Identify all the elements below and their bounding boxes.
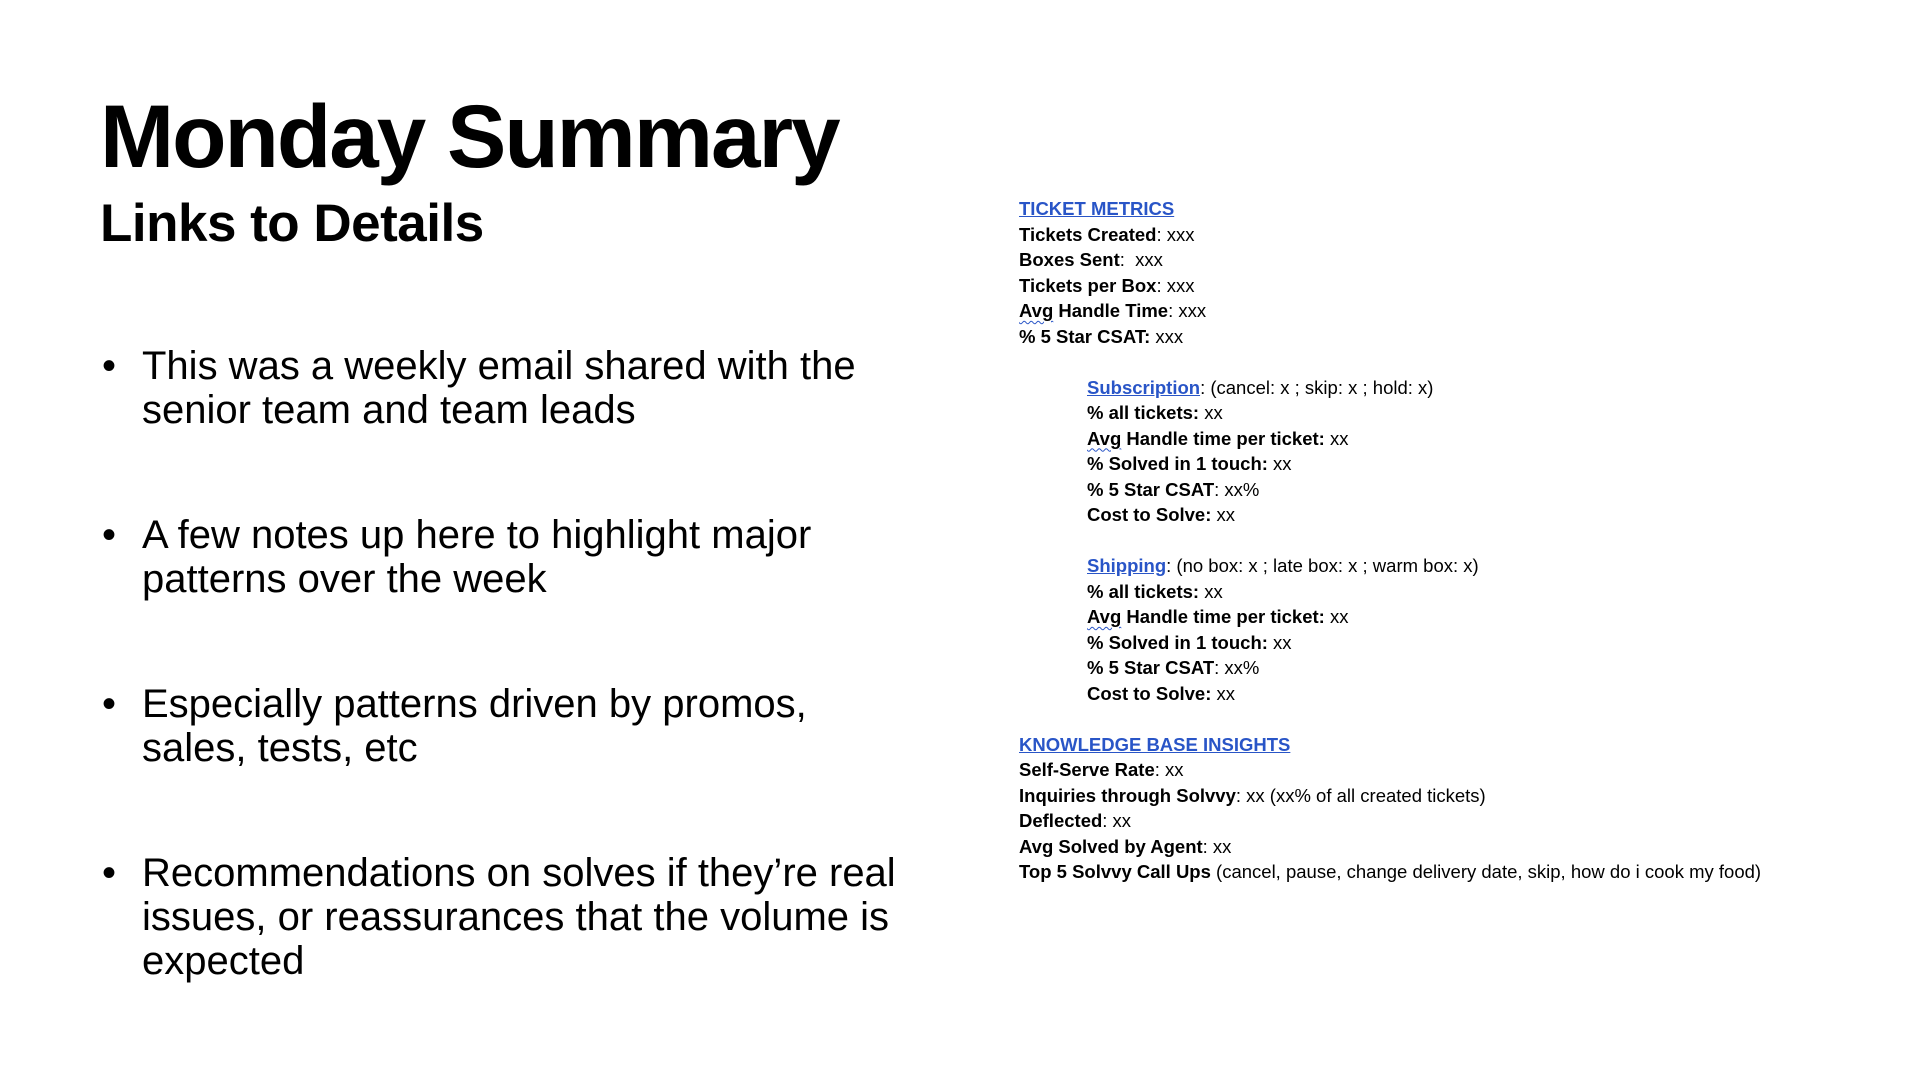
- subscription-detail: : (cancel: x ; skip: x ; hold: x): [1200, 376, 1434, 398]
- metric-value: (cancel, pause, change delivery date, skip, how do i cook my food): [1210, 861, 1762, 882]
- metric-value: : xxx: [1119, 249, 1163, 270]
- shipping-link[interactable]: Shipping: [1087, 555, 1167, 576]
- bullet-item: • This was a weekly email shared with the senior team and team leads: [100, 344, 900, 432]
- metric-label: % all tickets:: [1087, 580, 1200, 602]
- metric-row: [1019, 859, 1899, 885]
- metric-value: : xxx: [1156, 223, 1195, 245]
- metric-row: [1019, 502, 1899, 528]
- metric-value: : xx (xx% of all created tickets): [1235, 784, 1486, 806]
- metric-row: [1019, 324, 1899, 350]
- metric-value: : xx: [1202, 835, 1232, 857]
- metric-row: [1019, 298, 1899, 324]
- metric-value: xx: [1324, 427, 1349, 449]
- bullet-item: • Recommendations on solves if they’re real issues, or reassurances that the volume is expected: [100, 851, 900, 983]
- metric-row: [1019, 451, 1899, 477]
- metric-label: Boxes Sent: [1019, 249, 1120, 270]
- metric-row: [1019, 783, 1899, 809]
- metric-label: % 5 Star CSAT: [1087, 478, 1215, 500]
- metric-row: [1019, 655, 1899, 681]
- metric-row: [1019, 630, 1899, 656]
- metric-label: Handle time per ticket:: [1121, 427, 1325, 449]
- metric-label: Cost to Solve:: [1087, 682, 1212, 704]
- metric-value: xx: [1267, 453, 1292, 474]
- metrics-report: [1019, 196, 1899, 885]
- subscription-link[interactable]: Subscription: [1087, 376, 1201, 398]
- metric-value: : xx%: [1214, 478, 1260, 500]
- metric-row: [1019, 808, 1899, 834]
- metric-value: xx: [1211, 504, 1236, 525]
- bullet-item: • Especially patterns driven by promos, sales, tests, etc: [100, 682, 900, 770]
- metric-label: Avg: [1019, 300, 1054, 321]
- metric-value: xx: [1199, 402, 1223, 423]
- metric-value: : xxx: [1168, 300, 1207, 321]
- metric-label: Inquiries through Solvvy: [1019, 784, 1236, 806]
- metric-row: [1019, 757, 1899, 783]
- metric-label: Avg: [1087, 427, 1122, 449]
- metric-label: % Solved in 1 touch:: [1087, 631, 1268, 653]
- metric-row: [1019, 273, 1899, 299]
- metric-label: Tickets Created: [1019, 223, 1157, 245]
- metric-value: xx: [1199, 580, 1223, 602]
- metric-label: % all tickets:: [1087, 402, 1200, 423]
- metric-label: Avg: [1087, 606, 1122, 627]
- metric-label: Cost to Solve:: [1087, 504, 1212, 525]
- slide-title: Monday Summary: [100, 86, 839, 186]
- metric-value: xxx: [1150, 325, 1184, 347]
- knowledge-base-link[interactable]: KNOWLEDGE BASE INSIGHTS: [1019, 733, 1291, 755]
- metric-value: : xx: [1102, 810, 1132, 831]
- metric-row: [1019, 426, 1899, 452]
- shipping-detail: : (no box: x ; late box: x ; warm box: x): [1166, 555, 1479, 576]
- metric-row: [1019, 477, 1899, 503]
- metric-label: % Solved in 1 touch:: [1087, 453, 1268, 474]
- metric-row: [1019, 579, 1899, 605]
- metric-label: Self-Serve Rate: [1019, 759, 1155, 780]
- metric-value: xx: [1211, 682, 1236, 704]
- metric-row: [1019, 400, 1899, 426]
- bullet-item: • A few notes up here to highlight major patterns over the week: [100, 513, 900, 601]
- metric-row: [1019, 681, 1899, 707]
- metric-label: % 5 Star CSAT:: [1019, 325, 1151, 347]
- metric-value: : xx%: [1214, 657, 1260, 678]
- metric-row: [1019, 247, 1899, 273]
- metric-row: [1019, 222, 1899, 248]
- metric-label: Tickets per Box: [1019, 274, 1157, 296]
- metric-label: % 5 Star CSAT: [1087, 657, 1215, 678]
- metric-label: Handle Time: [1053, 300, 1169, 321]
- metric-value: : xxx: [1156, 274, 1195, 296]
- metric-label: Handle time per ticket:: [1121, 606, 1325, 627]
- metric-row: [1019, 604, 1899, 630]
- metric-label: Top 5 Solvvy Call Ups: [1019, 861, 1211, 882]
- ticket-metrics-link[interactable]: TICKET METRICS: [1019, 198, 1175, 219]
- metric-value: : xx: [1154, 759, 1184, 780]
- metric-row: [1019, 834, 1899, 860]
- metric-value: xx: [1324, 606, 1349, 627]
- bullet-list: [100, 344, 900, 1064]
- metric-label: Avg Solved by Agent: [1019, 835, 1203, 857]
- metric-value: xx: [1267, 631, 1292, 653]
- metric-label: Deflected: [1019, 810, 1103, 831]
- slide-subtitle: Links to Details: [100, 194, 484, 253]
